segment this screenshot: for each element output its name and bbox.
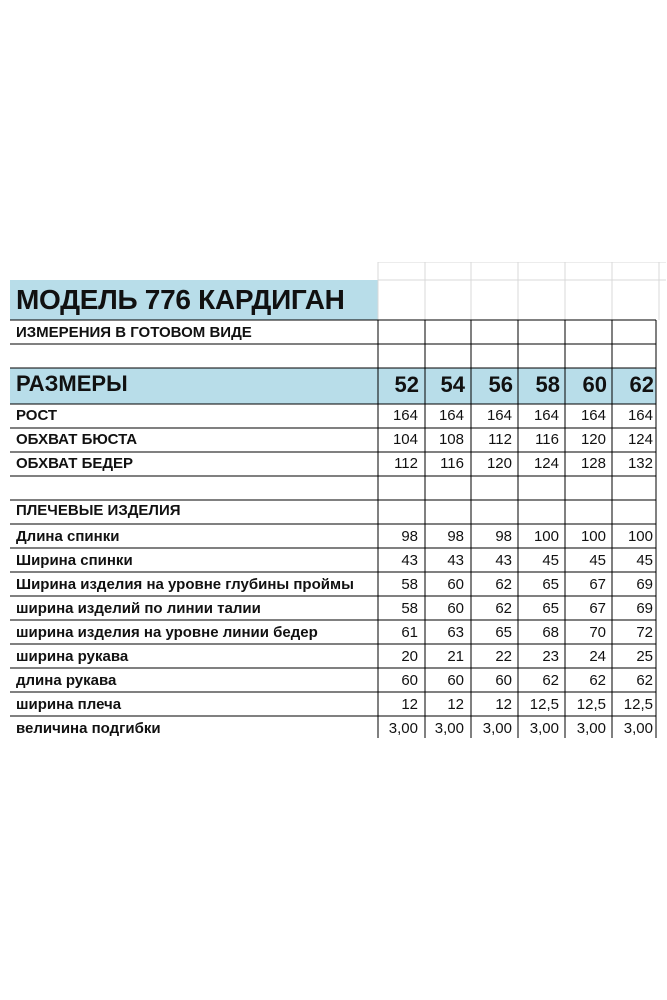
table-cell: 164: [580, 407, 606, 424]
table-cell: 60: [447, 672, 464, 689]
size-54: 54: [440, 372, 465, 397]
row-label: ОБХВАТ БЕДЕР: [16, 455, 134, 472]
table-cell: 69: [636, 576, 653, 593]
table-cell: 23: [542, 648, 559, 665]
table-cell: 3,00: [529, 720, 559, 737]
size-56: 56: [488, 372, 513, 397]
table-cell: 12,5: [623, 696, 653, 713]
table-cell: 67: [589, 600, 606, 617]
table-cell: 164: [486, 407, 512, 424]
table-cell: 100: [533, 528, 559, 545]
row-label: длина рукава: [16, 672, 117, 689]
table-cell: 12: [447, 696, 464, 713]
table-cell: 72: [636, 624, 653, 641]
table-cell: 70: [589, 624, 606, 641]
size-58: 58: [535, 372, 560, 397]
table-cell: 164: [627, 407, 653, 424]
table-cell: 62: [495, 576, 512, 593]
table-cell: 60: [447, 600, 464, 617]
table-cell: 20: [401, 648, 418, 665]
table-cell: 112: [488, 431, 512, 448]
table-cell: 12: [401, 696, 418, 713]
table-cell: 58: [401, 600, 418, 617]
model-title: МОДЕЛЬ 776 КАРДИГАН: [16, 284, 345, 315]
table-cell: 62: [636, 672, 653, 689]
sizes-label: РАЗМЕРЫ: [16, 371, 128, 396]
table-cell: 22: [495, 648, 512, 665]
table-cell: 104: [392, 431, 418, 448]
table-cell: 3,00: [623, 720, 653, 737]
size-62: 62: [629, 372, 654, 397]
table-cell: 120: [486, 455, 512, 472]
table-cell: 100: [627, 528, 653, 545]
table-cell: 25: [636, 648, 653, 665]
table-cell: 3,00: [482, 720, 512, 737]
row-label: величина подгибки: [16, 720, 161, 737]
table-cell: 12,5: [576, 696, 606, 713]
table-cell: 164: [392, 407, 418, 424]
table-cell: 120: [580, 431, 606, 448]
table-cell: 62: [542, 672, 559, 689]
table-cell: 69: [636, 600, 653, 617]
table-cell: 62: [495, 600, 512, 617]
table-cell: 128: [580, 455, 606, 472]
table-cell: 63: [447, 624, 464, 641]
table-cell: 43: [447, 552, 464, 569]
table-cell: 61: [401, 624, 418, 641]
table-cell: 3,00: [576, 720, 606, 737]
table-cell: 3,00: [434, 720, 464, 737]
row-label: ОБХВАТ БЮСТА: [16, 431, 138, 448]
row-label: Ширина спинки: [16, 552, 133, 569]
table-cell: 98: [447, 528, 464, 545]
table-cell: 43: [401, 552, 418, 569]
table-cell: 124: [533, 455, 559, 472]
table-cell: 45: [636, 552, 653, 569]
table-cell: 112: [394, 455, 418, 472]
table-cell: 100: [580, 528, 606, 545]
table-cell: 45: [589, 552, 606, 569]
table-cell: 67: [589, 576, 606, 593]
row-label: Длина спинки: [16, 528, 120, 545]
row-label: ширина изделия на уровне линии бедер: [16, 624, 318, 641]
table-cell: 58: [401, 576, 418, 593]
table-cell: 24: [589, 648, 606, 665]
row-label: РОСТ: [16, 407, 58, 424]
table-cell: 132: [627, 455, 653, 472]
row-label: ширина изделий по линии талии: [16, 600, 261, 617]
table-cell: 21: [447, 648, 464, 665]
table-cell: 12: [495, 696, 512, 713]
table-cell: 12,5: [529, 696, 559, 713]
table-cell: 98: [495, 528, 512, 545]
table-cell: 108: [438, 431, 464, 448]
size-60: 60: [582, 372, 607, 397]
measurements-subtitle: ИЗМЕРЕНИЯ В ГОТОВОМ ВИДЕ: [16, 324, 252, 341]
table-cell: 60: [401, 672, 418, 689]
row-label: ширина плеча: [16, 696, 122, 713]
table-cell: 98: [401, 528, 418, 545]
row-label: Ширина изделия на уровне глубины проймы: [16, 576, 354, 593]
row-label: ширина рукава: [16, 648, 129, 665]
table-cell: 116: [535, 431, 559, 448]
table-cell: 45: [542, 552, 559, 569]
table-cell: 164: [533, 407, 559, 424]
table-cell: 65: [495, 624, 512, 641]
table-cell: 62: [589, 672, 606, 689]
table-cell: 60: [495, 672, 512, 689]
table-cell: 65: [542, 600, 559, 617]
table-cell: 3,00: [388, 720, 418, 737]
table-cell: 116: [440, 455, 464, 472]
table-cell: 65: [542, 576, 559, 593]
table-cell: 124: [627, 431, 653, 448]
table-cell: 164: [438, 407, 464, 424]
section-label: ПЛЕЧЕВЫЕ ИЗДЕЛИЯ: [16, 502, 181, 519]
table-cell: 43: [495, 552, 512, 569]
table-cell: 68: [542, 624, 559, 641]
size-52: 52: [394, 372, 419, 397]
table-cell: 60: [447, 576, 464, 593]
